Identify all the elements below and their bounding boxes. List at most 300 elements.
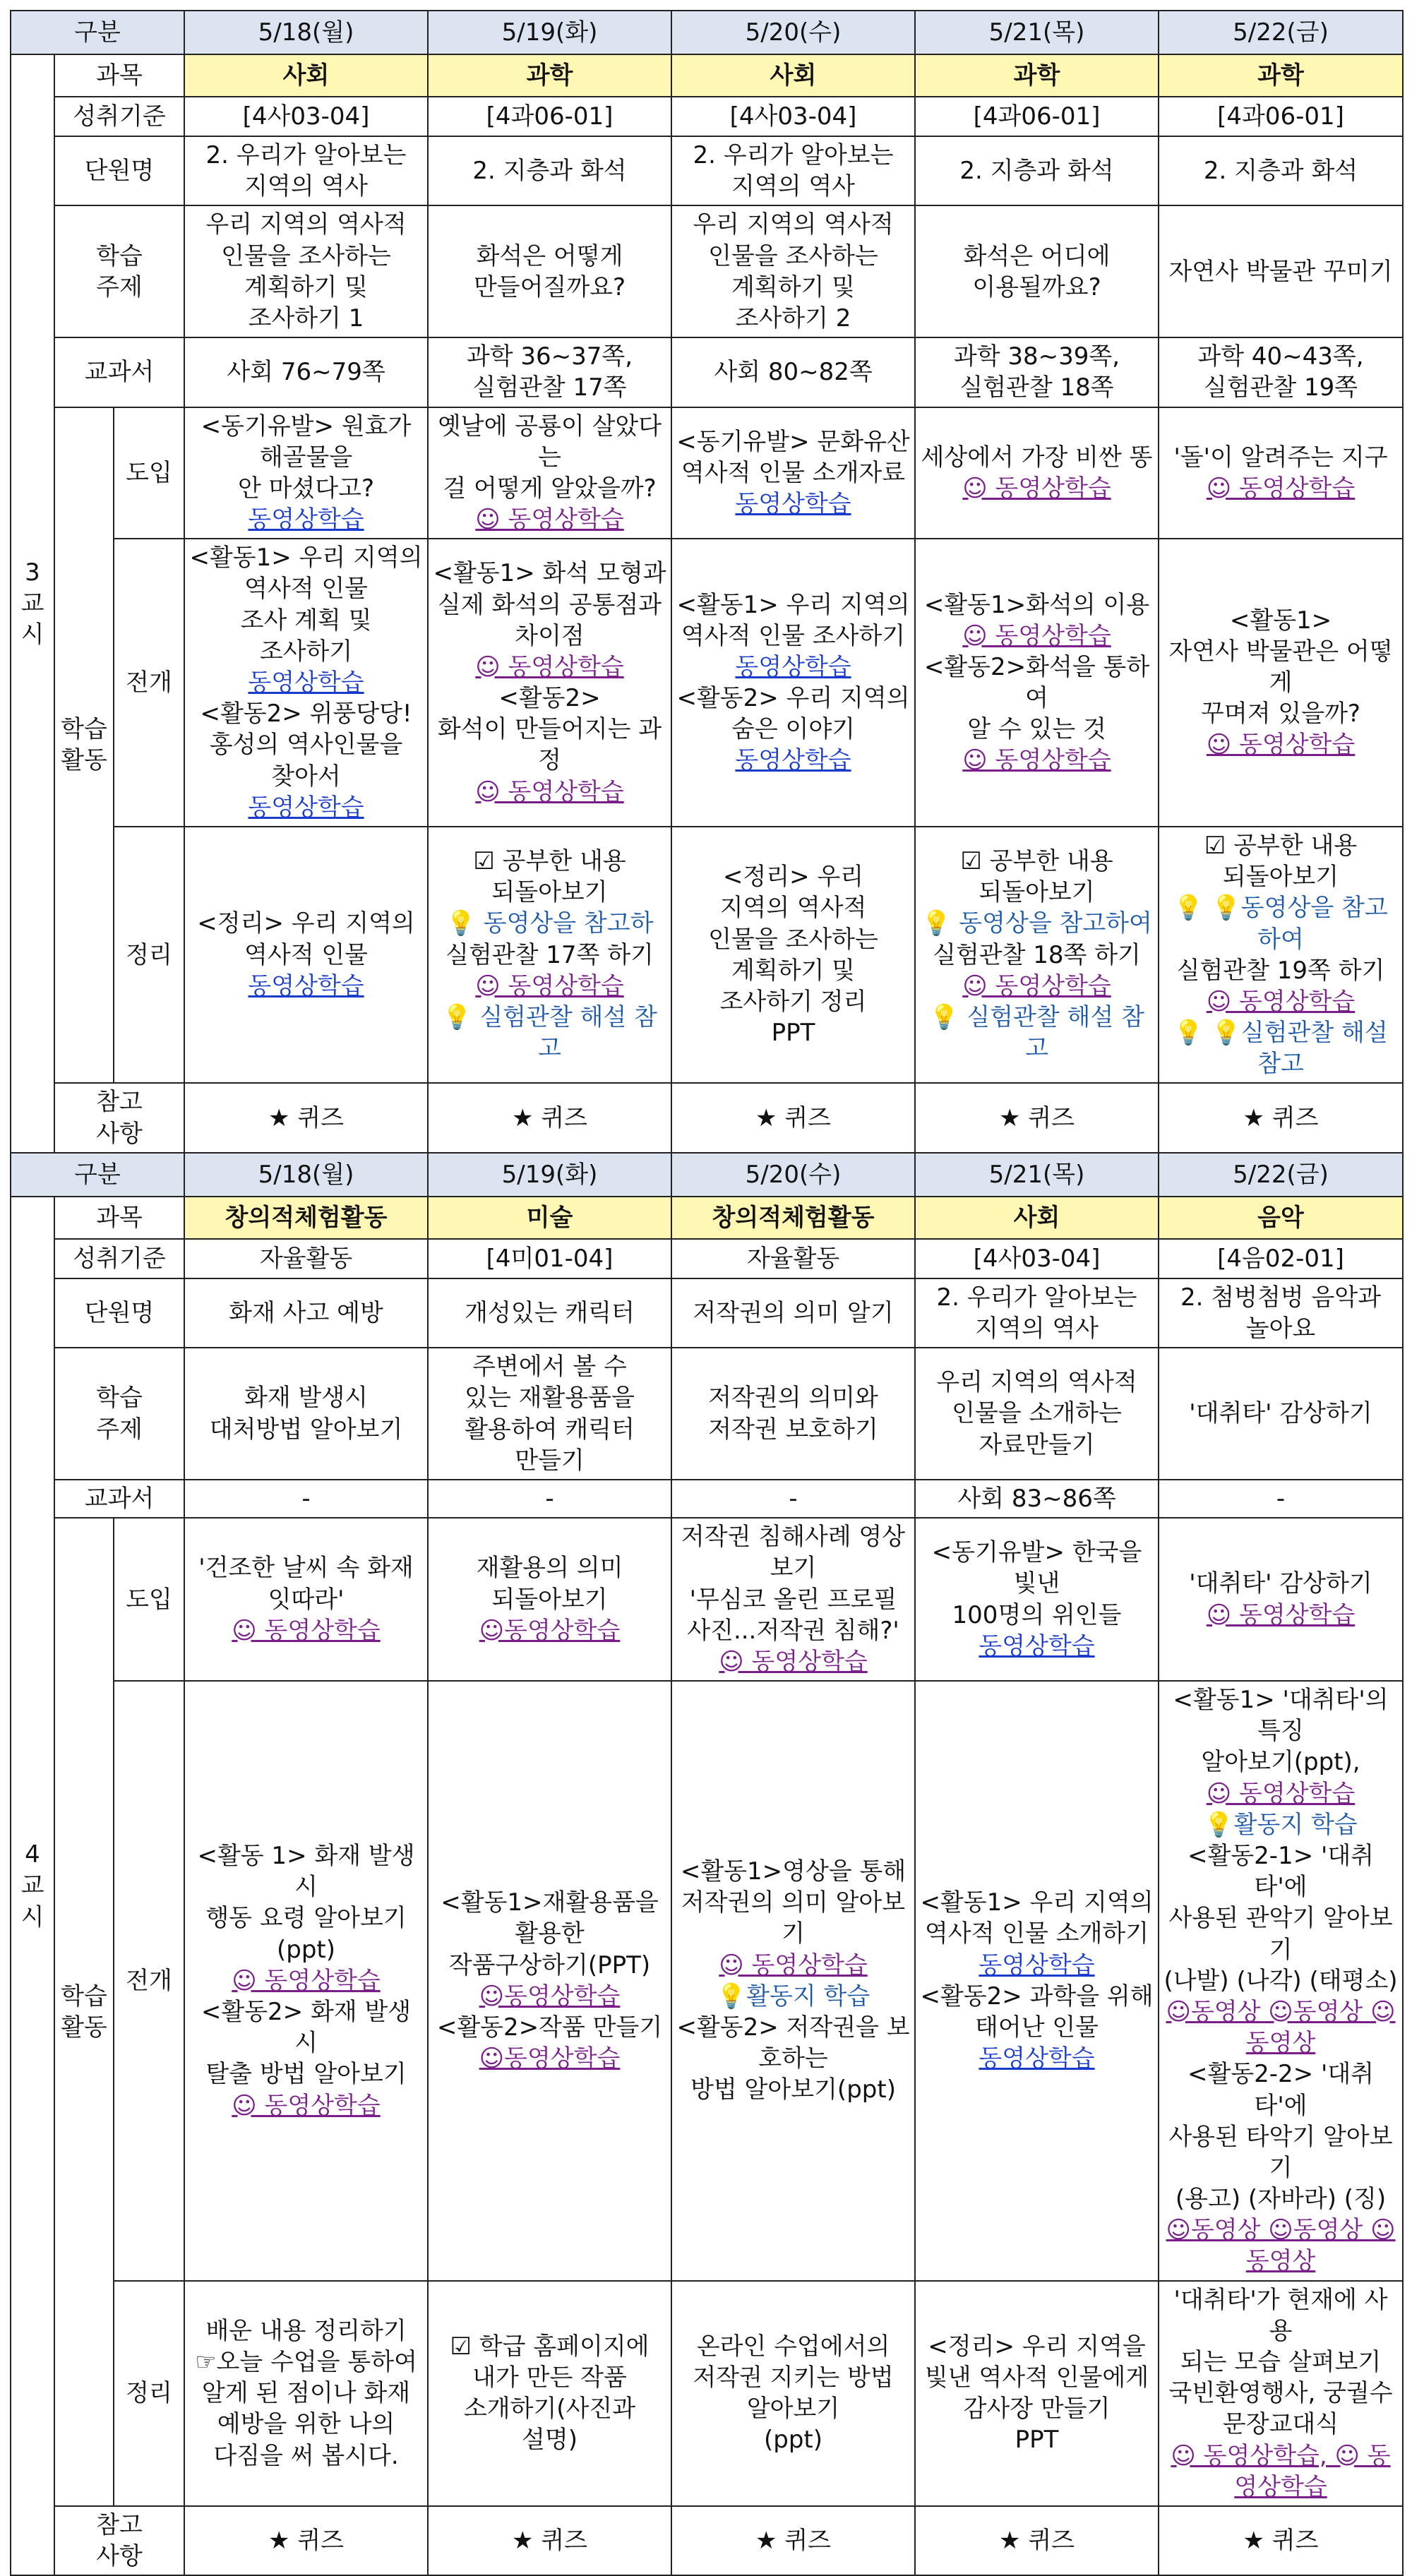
cell-line: 실제 화석의 공통점과 (437, 590, 662, 619)
dev-cell (1159, 539, 1403, 827)
cell-line: 💡 💡실험관찰 해설 참고 (1173, 1019, 1388, 1079)
cell-line: <정리> 우리 지역을 (928, 2332, 1146, 2361)
row-label-wrap (114, 2281, 184, 2506)
label-line: 사항 (96, 1119, 143, 1148)
row-label-note1 (54, 2506, 184, 2575)
intro-cell (428, 407, 671, 539)
cell-line: 인물을 조사하는 (708, 925, 878, 954)
textbooks-cell (428, 1480, 671, 1518)
topics-cell (184, 205, 428, 337)
topics-cell (915, 1348, 1159, 1480)
cell-line: - (789, 1484, 798, 1513)
row-label-note1 (54, 1083, 184, 1152)
cell-line: 되돌아보기 (491, 1585, 608, 1614)
cell-line: <활동2> 저작권을 보호하는 (676, 2013, 910, 2073)
day-header: 5/21(목) (915, 1153, 1159, 1197)
dev-cell (915, 539, 1159, 827)
cell-line: ☑ 공부한 내용 (473, 847, 626, 876)
cell-line: 옛날에 공룡이 살았다는 (437, 412, 662, 472)
notes-cell: ★ 퀴즈 (915, 1083, 1159, 1152)
cell-line: 행동 요령 알아보기 (ppt) (205, 1904, 407, 1964)
units-cell (1159, 136, 1403, 205)
cell-line: <활동2-1> '대취타'에 (1187, 1842, 1375, 1902)
cell-line: <활동1>영상을 통해 (680, 1857, 907, 1886)
cell-line: 방법 알아보기(ppt) (690, 2075, 896, 2104)
cell-line: <활동2> 우리 지역의 (676, 684, 910, 713)
cell-line: 지역의 역사 (244, 172, 369, 201)
cell-line: PPT (771, 1019, 815, 1048)
wrap-cell (915, 827, 1159, 1084)
label-line: 정리 (126, 2379, 172, 2408)
row-label-wrap (114, 827, 184, 1084)
day-header: 5/19(화) (428, 1153, 671, 1197)
cell-line: 저작권 침해사례 영상보기 (681, 1523, 906, 1583)
textbooks-cell (184, 1480, 428, 1518)
cell-line: 작품구상하기(PPT) (448, 1951, 651, 1979)
label-line: 정리 (126, 940, 172, 969)
intro-cell (915, 1518, 1159, 1681)
cell-line: 사진...저작권 침해?' (687, 1616, 899, 1645)
cell-line: 찾아서 (271, 762, 341, 791)
row-label-dev (114, 539, 184, 827)
subjects-cell: 사회 (184, 54, 428, 97)
day-header: 5/20(수) (671, 1153, 915, 1197)
cell-line: '대취타'가 현재에 사용 (1173, 2285, 1388, 2345)
cell-line: 인물을 소개하는 (952, 1399, 1122, 1428)
cell-line: ☑ 공부한 내용 (1204, 831, 1358, 860)
textbooks-cell (1159, 1480, 1403, 1518)
standards-cell: [4미01-04] (428, 1239, 671, 1278)
subjects-cell: 창의적체험활동 (671, 1197, 915, 1239)
cell-line: 사회 76~79쪽 (227, 358, 385, 387)
cell-line: ☺동영상학습 (479, 1982, 621, 2011)
cell-line: 소개하기(사진과 (463, 2395, 636, 2424)
cell-line: 조사하기 정리 (719, 987, 867, 1016)
cell-line: 알 수 있는 것 (967, 715, 1106, 744)
cell-line: ☺ 동영상학습 (962, 746, 1111, 775)
cell-line: 우리 지역의 역사적 (205, 210, 407, 239)
cell-line: 지역의 역사 (731, 172, 856, 201)
row-label-topic1 (54, 205, 184, 337)
cell-line: <동기유발> 문화유산 (676, 427, 910, 456)
cell-line: ☺동영상 ☺동영상 ☺동영상 (1166, 2216, 1396, 2276)
cell-line: 과학 40~43쪽, (1197, 342, 1364, 371)
units-cell (184, 136, 428, 205)
topics-cell (1159, 205, 1403, 337)
wrap-cell (915, 2281, 1159, 2506)
cell-line: '대취타' 감상하기 (1189, 1569, 1372, 1598)
row-label-standard (54, 97, 184, 136)
notes-cell: ★ 퀴즈 (1159, 1083, 1403, 1152)
topics-cell (428, 1348, 671, 1480)
cell-line: 사회 80~82쪽 (714, 358, 873, 387)
cell-line: 재활용의 의미 (476, 1554, 623, 1583)
subjects-cell: 과학 (428, 54, 671, 97)
header-label: 구분 (11, 1153, 184, 1197)
learning-activity-label (54, 407, 114, 1084)
row-label-intro (114, 1518, 184, 1681)
label-line: 교과서 (84, 358, 155, 387)
cell-line: ☺ 동영상학습 (232, 1966, 381, 1995)
cell-line: 꾸며져 있을까? (1201, 700, 1360, 729)
cell-line: 동영상학습 (735, 652, 851, 681)
wrap-cell (1159, 2281, 1403, 2506)
label-line: 학습 (96, 241, 143, 270)
label-line: 단원명 (84, 157, 155, 186)
cell-line: 사회 83~86쪽 (957, 1484, 1116, 1513)
cell-line: 2. 지층과 화석 (959, 157, 1114, 186)
cell-line: 만들어질까요? (473, 272, 626, 301)
cell-line: 과학 36~37쪽, (466, 342, 633, 371)
intro-cell (1159, 1518, 1403, 1681)
cell-line: 실험관찰 18쪽 (959, 373, 1114, 402)
cell-line: 저작권의 의미 알기 (693, 1298, 894, 1327)
topics-cell (1159, 1348, 1403, 1480)
cell-line: 계획하기 및 (244, 272, 369, 301)
units-cell (428, 1278, 671, 1348)
cell-line: 계획하기 및 (731, 272, 856, 301)
cell-line: <활동2>작품 만들기 (436, 2013, 663, 2042)
wrap-cell (671, 827, 915, 1084)
cell-line: '건조한 날씨 속 화재 잇따라' (198, 1554, 414, 1614)
row-label-dev (114, 1681, 184, 2281)
subjects-cell: 음악 (1159, 1197, 1403, 1239)
cell-line: ☺ 동영상학습 (1206, 474, 1356, 503)
wrap-cell (1159, 827, 1403, 1084)
cell-line: ☺ 동영상학습 (475, 777, 624, 806)
timetable (10, 10, 1402, 2576)
cell-line: 사용된 관악기 알아보기 (1168, 1904, 1393, 1964)
cell-line: <동기유발> 한국을 빛낸 (931, 1538, 1142, 1598)
day-header: 5/19(화) (428, 11, 671, 54)
label-line: 사항 (96, 2542, 143, 2571)
cell-line: 예방을 위한 나의 (217, 2410, 395, 2439)
cell-line: 탈출 방법 알아보기 (205, 2060, 407, 2089)
notes-cell: ★ 퀴즈 (184, 2506, 428, 2575)
cell-line: 배운 내용 정리하기 (205, 2316, 407, 2345)
cell-line: 화재 사고 예방 (229, 1298, 383, 1327)
units-cell (915, 136, 1159, 205)
dev-cell (915, 1681, 1159, 2281)
cell-line: 조사 계획 및 (240, 606, 372, 635)
cell-line: ☺ 동영상학습 (719, 1951, 868, 1979)
cell-line: 자연사 박물관 꾸미기 (1168, 257, 1393, 286)
cell-line: ☺ 동영상학습 (1206, 1600, 1356, 1629)
row-label-textbook (54, 337, 184, 407)
label-line: 과목 (96, 1203, 143, 1232)
learning-activity-label (54, 1518, 114, 2506)
cell-line: <정리> 우리 지역의 (197, 909, 415, 938)
cell-line: 놀아요 (1245, 1314, 1316, 1343)
cell-line: 화석이 만들어지는 과정 (437, 715, 662, 775)
units-cell (671, 136, 915, 205)
cell-line: - (1276, 1484, 1286, 1513)
units-cell (915, 1278, 1159, 1348)
units-cell (428, 136, 671, 205)
cell-line: <활동1> 화석 모형과 (433, 559, 666, 588)
cell-line: 되돌아보기 (491, 878, 608, 907)
label-line: 참고 (96, 1088, 143, 1117)
cell-line: ☺ 동영상학습 (475, 505, 624, 534)
cell-line: ☺동영상학습 (479, 2044, 621, 2073)
cell-line: <활동1> 우리 지역의 (676, 590, 910, 619)
cell-line: ☺ 동영상학습 (475, 652, 624, 681)
cell-line: 과학 38~39쪽, (953, 342, 1120, 371)
cell-line: ☺ 동영상학습 (1206, 731, 1356, 760)
cell-line: 💡 실험관찰 해설 참고 (929, 1002, 1144, 1063)
notes-cell: ★ 퀴즈 (671, 2506, 915, 2575)
cell-line: 2. 우리가 알아보는 (693, 141, 894, 169)
cell-line: 태어난 인물 (975, 2013, 1099, 2042)
cell-line: 자연사 박물관은 어떻게 (1168, 637, 1393, 697)
cell-line: 실험관찰 19쪽 하기 (1176, 956, 1385, 985)
textbooks-cell (671, 337, 915, 407)
cell-line: ☑ 학급 홈페이지에 (450, 2332, 650, 2361)
cell-line: 개성있는 캐릭터 (465, 1298, 635, 1327)
cell-line: ☺ 동영상학습 (1206, 987, 1356, 1016)
cell-line: 실험관찰 17쪽 (472, 373, 627, 402)
standards-cell: [4과06-01] (915, 97, 1159, 136)
cell-line: 지역의 역사 (975, 1314, 1099, 1343)
cell-line: 자료만들기 (979, 1430, 1095, 1459)
cell-line: 2. 첨벙첨벙 음악과 (1180, 1283, 1381, 1312)
day-header: 5/20(수) (671, 11, 915, 54)
intro-cell (184, 407, 428, 539)
cell-line: 💡 동영상을 참고하여 (921, 909, 1152, 938)
dev-cell (428, 1681, 671, 2281)
weekly-schedule-table (10, 10, 1404, 2576)
cell-line: (나발) (나각) (태평소) (1163, 1966, 1398, 1995)
cell-line: 2. 우리가 알아보는 (936, 1283, 1137, 1312)
day-header: 5/21(목) (915, 11, 1159, 54)
label-line: 활동 (61, 2013, 107, 2042)
standards-cell: [4사03-04] (915, 1239, 1159, 1278)
cell-line: ☺ 동영상학습 (232, 2091, 381, 2120)
topics-cell (428, 205, 671, 337)
cell-line: 우리 지역의 역사적 (936, 1368, 1137, 1397)
cell-line: 화석은 어디에 (963, 241, 1111, 270)
cell-line: 동영상학습 (735, 489, 851, 518)
cell-line: 2. 지층과 화석 (1203, 157, 1358, 186)
cell-line: 되는 모습 살펴보기 (1180, 2348, 1382, 2376)
cell-line: 💡 실험관찰 해설 참고 (442, 1002, 657, 1063)
label-line: 도입 (126, 458, 172, 487)
intro-cell (671, 407, 915, 539)
period-label (11, 1197, 54, 2576)
cell-line: 💡활동지 학습 (716, 1982, 870, 2011)
cell-line: <활동1>화석의 이용 (923, 590, 1150, 619)
units-cell (184, 1278, 428, 1348)
standards-cell: [4사03-04] (671, 97, 915, 136)
cell-line: PPT (1015, 2426, 1059, 2455)
dev-cell (671, 539, 915, 827)
cell-line: 조사하기 (259, 637, 353, 666)
notes-cell: ★ 퀴즈 (915, 2506, 1159, 2575)
dev-cell (184, 1681, 428, 2281)
intro-cell (915, 407, 1159, 539)
row-label-subject (54, 1197, 184, 1239)
cell-line: <활동1> '대취타'의 특징 (1173, 1686, 1389, 1746)
cell-line: <활동1> 우리 지역의 (189, 544, 423, 573)
cell-line: 우리 지역의 역사적 (693, 210, 894, 239)
topics-cell (671, 205, 915, 337)
cell-line: <활동1> 우리 지역의 (920, 1888, 1154, 1917)
cell-line: 국빈환영행사, 궁궐수문장교대식 (1168, 2379, 1393, 2439)
cell-line: ☺ 동영상학습 (475, 971, 624, 1000)
cell-line: '대취타' 감상하기 (1189, 1399, 1372, 1428)
cell-line: 활용하여 캐릭터 (465, 1415, 635, 1444)
cell-line: 다짐을 써 봅시다. (213, 2441, 399, 2470)
period-number: 3 (25, 558, 40, 587)
notes-cell: ★ 퀴즈 (428, 1083, 671, 1152)
row-label-topic1 (54, 1348, 184, 1480)
intro-cell (671, 1518, 915, 1681)
wrap-cell (428, 2281, 671, 2506)
notes-cell: ★ 퀴즈 (184, 1083, 428, 1152)
period-unit: 교시 (20, 1871, 44, 1931)
label-line: 단원명 (84, 1298, 155, 1327)
wrap-cell (184, 2281, 428, 2506)
cell-line: - (545, 1484, 554, 1513)
cell-line: 대처방법 알아보기 (209, 1415, 403, 1444)
cell-line: (용고) (자바라) (징) (1175, 2185, 1387, 2214)
cell-line: 동영상학습 (248, 793, 364, 822)
cell-line: 인물을 조사하는 (708, 241, 878, 270)
cell-line: 💡 동영상을 참고하 (445, 909, 654, 938)
cell-line: 이용될까요? (972, 272, 1101, 301)
day-header: 5/18(월) (184, 11, 428, 54)
intro-cell (184, 1518, 428, 1681)
units-cell (671, 1278, 915, 1348)
label-line: 도입 (126, 1585, 172, 1614)
textbooks-cell (1159, 337, 1403, 407)
cell-line: <활동2> (498, 684, 601, 713)
intro-cell (428, 1518, 671, 1681)
label-line: 주제 (96, 1415, 143, 1444)
standards-cell: [4음02-01] (1159, 1239, 1403, 1278)
cell-line: 조사하기 1 (248, 304, 364, 333)
cell-line: '무심코 올린 프로필 (689, 1585, 897, 1614)
cell-line: ☺ 동영상학습, ☺ 동영상학습 (1171, 2441, 1391, 2501)
units-cell (1159, 1278, 1403, 1348)
label-line: 과목 (96, 61, 143, 90)
cell-line: 역사적 인물 조사하기 (681, 621, 906, 650)
day-header: 5/18(월) (184, 1153, 428, 1197)
cell-line: 100명의 위인들 (952, 1600, 1122, 1629)
day-header: 5/22(금) (1159, 1153, 1403, 1197)
cell-line: ☺ 동영상학습 (962, 971, 1111, 1000)
standards-cell: 자율활동 (671, 1239, 915, 1278)
cell-line: ☺동영상학습 (479, 1616, 621, 1645)
cell-line: 빛낸 역사적 인물에게 (924, 2364, 1149, 2392)
topics-cell (671, 1348, 915, 1480)
cell-line: 내가 만든 작품 (472, 2364, 627, 2392)
wrap-cell (671, 2281, 915, 2506)
wrap-cell (428, 827, 671, 1084)
cell-line: 감사장 만들기 (963, 2395, 1111, 2424)
standards-cell: [4과06-01] (428, 97, 671, 136)
cell-line: 💡활동지 학습 (1204, 1810, 1358, 1839)
cell-line: ☺ 동영상학습 (962, 621, 1111, 650)
cell-line: 설명) (522, 2426, 578, 2455)
cell-line: ☺ 동영상학습 (962, 474, 1111, 503)
cell-line: 역사적 인물 소개자료 (681, 458, 906, 487)
label-line: 성취기준 (73, 1244, 166, 1273)
cell-line: <활동2>화석을 통하여 (923, 652, 1150, 713)
cell-line: 안 마셨다고? (237, 474, 375, 503)
cell-line: 되돌아보기 (979, 878, 1095, 907)
cell-line: 계획하기 및 (731, 956, 856, 985)
cell-line: 만들기 (515, 1446, 585, 1475)
cell-line: 💡 💡동영상을 참고하여 (1173, 894, 1388, 954)
label-line: 전개 (126, 669, 172, 697)
row-label-unit (54, 136, 184, 205)
cell-line: 되돌아보기 (1222, 863, 1339, 892)
cell-line: 저작권 지키는 방법 (693, 2364, 894, 2392)
label-line: 학습 (61, 715, 107, 744)
header-label: 구분 (11, 11, 184, 54)
cell-line: 지역의 역사적 (719, 894, 867, 923)
notes-cell: ★ 퀴즈 (428, 2506, 671, 2575)
label-line: 학습 (61, 1982, 107, 2011)
cell-line: '돌'이 알려주는 지구 (1173, 443, 1388, 472)
cell-line: <활동1>재활용품을 활용한 (441, 1888, 659, 1948)
cell-line: 실험관찰 17쪽 하기 (445, 940, 654, 969)
topics-cell (915, 205, 1159, 337)
cell-line: 역사적 인물 소개하기 (924, 1919, 1149, 1948)
cell-line: ☺동영상 ☺동영상 ☺동영상 (1166, 1997, 1396, 2058)
cell-line: 주변에서 볼 수 (472, 1353, 627, 1382)
cell-line: <활동2> 과학을 위해 (920, 1982, 1154, 2011)
cell-line: 저작권 보호하기 (708, 1415, 878, 1444)
cell-line: 실험관찰 18쪽 하기 (933, 940, 1141, 969)
cell-line: 동영상학습 (979, 1631, 1095, 1660)
cell-line: 2. 우리가 알아보는 (205, 141, 407, 169)
label-line: 활동 (61, 746, 107, 775)
dev-cell (428, 539, 671, 827)
cell-line: 온라인 수업에서의 (696, 2332, 890, 2361)
cell-line: 역사적 인물 (244, 940, 369, 969)
intro-cell (1159, 407, 1403, 539)
period-unit: 교시 (20, 589, 44, 649)
cell-line: 동영상학습 (979, 2044, 1095, 2073)
cell-line: ☺ 동영상학습 (1206, 1779, 1356, 1808)
row-label-standard (54, 1239, 184, 1278)
textbooks-cell (915, 337, 1159, 407)
cell-line: <활동2> 위풍당당! (200, 700, 412, 729)
label-line: 전개 (126, 1966, 172, 1995)
period-number: 4 (25, 1840, 40, 1869)
cell-line: <활동2-2> '대취타'에 (1187, 2060, 1375, 2120)
dev-cell (184, 539, 428, 827)
cell-line: (ppt) (764, 2426, 823, 2455)
cell-line: 동영상학습 (979, 1951, 1095, 1979)
cell-line: 저작권의 의미 알아보기 (681, 1888, 906, 1948)
standards-cell: [4과06-01] (1159, 97, 1403, 136)
dev-cell (1159, 1681, 1403, 2281)
dev-cell (671, 1681, 915, 2281)
label-line: 참고 (96, 2510, 143, 2539)
cell-line: 숨은 이야기 (731, 715, 856, 744)
cell-line: 역사적 인물 (244, 575, 369, 604)
standards-cell: 자율활동 (184, 1239, 428, 1278)
cell-line: - (301, 1484, 311, 1513)
label-line: 교과서 (84, 1484, 155, 1513)
cell-line: <활동1> (1229, 606, 1332, 635)
cell-line: 있는 재활용품을 (465, 1384, 635, 1413)
cell-line: 실험관찰 19쪽 (1203, 373, 1358, 402)
label-line: 주제 (96, 272, 143, 301)
